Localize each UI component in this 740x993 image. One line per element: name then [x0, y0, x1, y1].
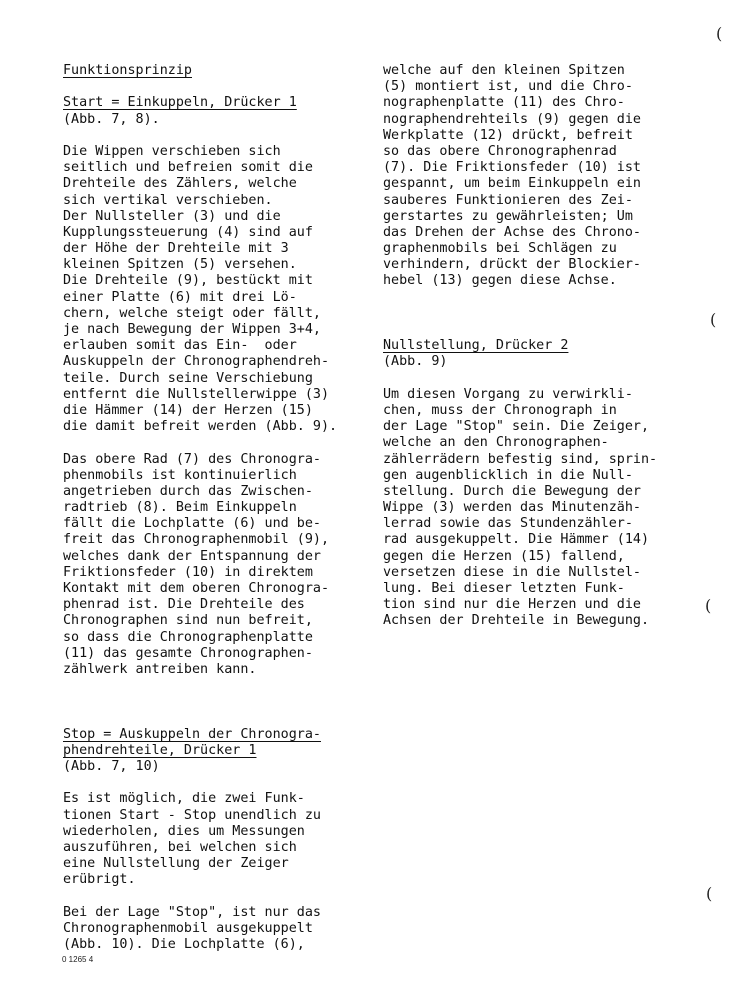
margin-punch-mark: ( — [705, 596, 712, 615]
text-line: rad ausgekuppelt. Die Hämmer (14) — [383, 532, 650, 548]
text-line: graphenmobils bei Schlägen zu — [383, 241, 617, 257]
text-line: Es ist möglich, die zwei Funk- — [63, 791, 305, 807]
text-line: phenrad ist. Die Drehteile des — [63, 597, 305, 613]
left-text-column — [63, 63, 363, 953]
text-line: die Hämmer (14) der Herzen (15) — [63, 402, 313, 418]
text-line: angetrieben durch das Zwischen- — [63, 483, 313, 499]
paragraph-gap — [63, 678, 363, 694]
text-line: (Abb. 10). Die Lochplatte (6), — [63, 937, 305, 953]
text-line: erübrigt. — [63, 872, 136, 888]
text-line: sauberes Funktionieren des Zei- — [383, 192, 633, 208]
text-line: so dass die Chronographenplatte — [63, 629, 313, 645]
section-heading-line: Stop = Auskuppeln der Chronogra- — [63, 726, 321, 742]
text-line: tion sind nur die Herzen und die — [383, 597, 641, 613]
paragraph-gap — [63, 711, 363, 727]
text-line: welche auf den kleinen Spitzen — [383, 63, 625, 78]
section-heading-line: Nullstellung, Drücker 2 — [383, 338, 569, 354]
text-line: Die Drehteile (9), bestückt mit — [63, 273, 313, 289]
margin-punch-mark: ( — [710, 310, 717, 329]
text-line: gegen die Herzen (15) fallend, — [383, 548, 625, 564]
text-line: welches dank der Entspannung der — [63, 548, 321, 564]
text-line: chen, muss der Chronograph in — [383, 402, 617, 418]
text-line: chern, welche steigt oder fällt, — [63, 305, 321, 321]
text-line: fällt die Lochplatte (6) und be- — [63, 516, 321, 532]
text-line: gespannt, um beim Einkuppeln ein — [383, 176, 641, 192]
text-line: Kontakt mit dem oberen Chronogra- — [63, 581, 330, 596]
text-line: entfernt die Nullstellerwippe (3) — [63, 386, 330, 402]
paragraph-gap — [63, 889, 363, 905]
text-line: Chronographenmobil ausgekuppelt — [63, 920, 313, 936]
paragraph-gap — [63, 694, 363, 710]
text-line: die damit befreit werden (Abb. 9). — [63, 419, 338, 435]
text-line: (Abb. 9) — [383, 354, 448, 370]
text-line: gerstartes zu gewährleisten; Um — [383, 208, 633, 224]
text-line: lung. Bei dieser letzten Funk- — [383, 581, 625, 596]
text-line: welche an den Chronographen- — [383, 435, 609, 451]
text-line: Achsen der Drehteile in Bewegung. — [383, 613, 650, 629]
text-line: Kupplungssteuerung (4) sind auf — [63, 224, 313, 240]
text-line: seitlich und befreien somit die — [63, 160, 313, 176]
text-line: Drehteile des Zählers, welche — [63, 176, 297, 192]
text-line: Friktionsfeder (10) in direktem — [63, 564, 313, 580]
section-heading-line: Start = Einkuppeln, Drücker 1 — [63, 95, 297, 111]
text-line: zählwerk antreiben kann. — [63, 661, 257, 677]
text-line: kleinen Spitzen (5) versehen. — [63, 257, 297, 273]
text-line: nographendrehteils (9) gegen die — [383, 111, 641, 127]
paragraph-gap — [383, 290, 703, 306]
text-line: erlauben somit das Ein- oder — [63, 338, 297, 354]
text-line: Die Wippen verschieben sich — [63, 143, 281, 159]
section-heading-line: phendrehteile, Drücker 1 — [63, 742, 257, 758]
text-line: Wippe (3) werden das Minutenzäh- — [383, 500, 641, 516]
paragraph-gap — [383, 371, 703, 387]
text-line: der Lage "Stop" sein. Die Zeiger, — [383, 419, 650, 435]
text-line: je nach Bewegung der Wippen 3+4, — [63, 322, 321, 337]
paragraph-gap — [383, 306, 703, 322]
text-line: lerrad sowie das Stundenzähler- — [383, 516, 633, 532]
section-heading-line: Funktionsprinzip — [63, 63, 192, 78]
text-line: radtrieb (8). Beim Einkuppeln — [63, 500, 297, 516]
document-code: 0 1265 4 — [62, 955, 94, 964]
text-line: auszuführen, bei welchen sich — [63, 840, 297, 855]
text-line: (Abb. 7, 10) — [63, 759, 160, 775]
text-line: (7). Die Friktionsfeder (10) ist — [383, 160, 641, 176]
text-line: einer Platte (6) mit drei Lö- — [63, 289, 297, 305]
text-line: teile. Durch seine Verschiebung — [63, 370, 313, 386]
text-line: wiederholen, dies um Messungen — [63, 823, 305, 839]
text-line: versetzen diese in die Nullstel- — [383, 564, 641, 580]
margin-punch-mark: ( — [716, 24, 723, 43]
text-line: (5) montiert ist, und die Chro- — [383, 79, 633, 95]
text-line: freit das Chronographenmobil (9), — [63, 532, 330, 548]
text-line: tionen Start - Stop unendlich zu — [63, 807, 321, 823]
text-line: verhindern, drückt der Blockier- — [383, 257, 641, 273]
paragraph-gap — [63, 79, 363, 95]
paragraph-gap — [63, 435, 363, 451]
text-line: Der Nullsteller (3) und die — [63, 208, 281, 224]
text-line: so das obere Chronographenrad — [383, 143, 617, 159]
text-line: zählerrädern befestig sind, sprin- — [383, 451, 658, 467]
paragraph-gap — [63, 128, 363, 144]
right-text-column — [383, 63, 703, 630]
text-line: (11) das gesamte Chronographen- — [63, 645, 313, 661]
text-line: eine Nullstellung der Zeiger — [63, 856, 289, 872]
text-line: der Höhe der Drehteile mit 3 — [63, 241, 289, 257]
text-line: gen augenblicklich in die Null- — [383, 467, 633, 483]
text-line: stellung. Durch die Bewegung der — [383, 483, 641, 499]
text-line: Chronographen sind nun befreit, — [63, 613, 313, 629]
paragraph-gap — [383, 322, 703, 338]
text-line: (Abb. 7, 8). — [63, 111, 160, 127]
paragraph-gap — [63, 775, 363, 791]
text-line: hebel (13) gegen diese Achse. — [383, 273, 617, 289]
text-line: Um diesen Vorgang zu verwirkli- — [383, 386, 633, 402]
margin-punch-mark: ( — [706, 884, 713, 903]
text-line: Das obere Rad (7) des Chronogra- — [63, 451, 321, 467]
text-line: Werkplatte (12) drückt, befreit — [383, 127, 633, 143]
text-line: Auskuppeln der Chronographendreh- — [63, 354, 330, 370]
text-line: das Drehen der Achse des Chrono- — [383, 224, 641, 240]
text-line: nographenplatte (11) des Chro- — [383, 95, 625, 111]
text-line: sich vertikal verschieben. — [63, 192, 273, 208]
text-line: Bei der Lage "Stop", ist nur das — [63, 904, 321, 920]
text-line: phenmobils ist kontinuierlich — [63, 467, 297, 483]
